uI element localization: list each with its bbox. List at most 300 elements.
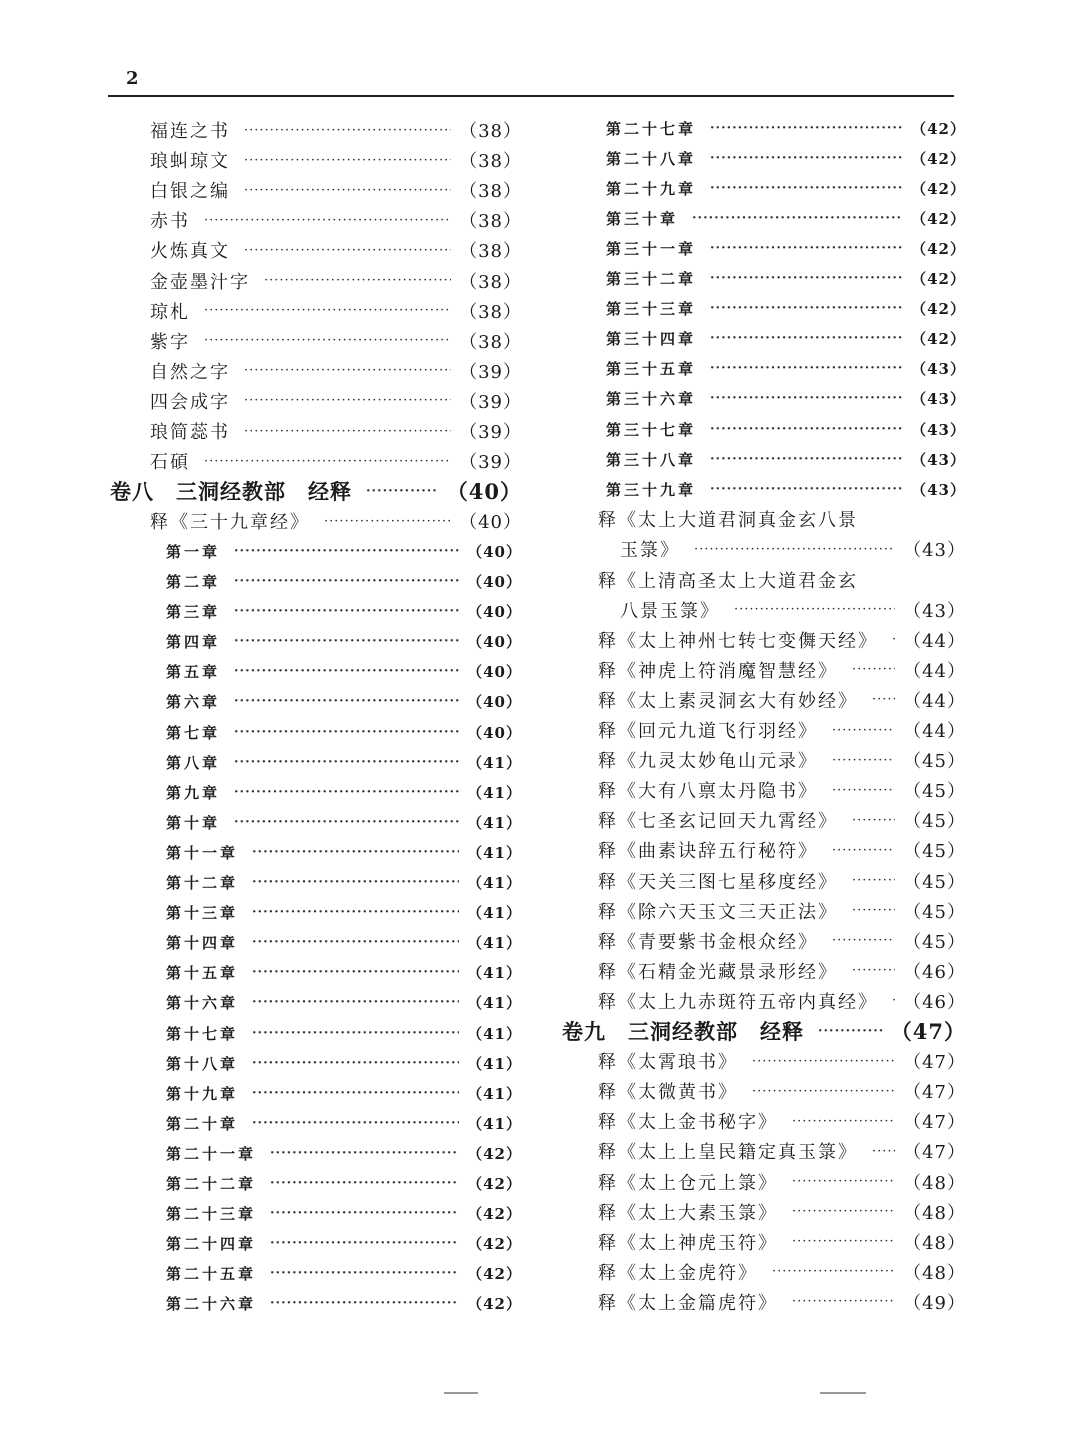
dot-leader — [244, 123, 451, 138]
toc-entry-page: （39） — [459, 391, 522, 413]
toc-entry — [166, 1138, 522, 1168]
toc-entry-page: （44） — [903, 721, 966, 742]
dot-leader — [852, 662, 895, 677]
toc-entry-title: 紫字 — [150, 331, 190, 353]
dot-leader — [270, 1176, 459, 1191]
toc-entry-page: （38） — [459, 151, 522, 173]
toc-entry-page: （39） — [459, 361, 522, 383]
dot-leader — [204, 213, 451, 228]
dot-leader — [252, 845, 459, 860]
toc-entry-page: （43） — [911, 420, 966, 439]
toc-entry-page: （41） — [467, 874, 522, 892]
dot-leader — [244, 363, 451, 378]
toc-entry — [598, 1136, 966, 1166]
toc-entry — [606, 384, 966, 414]
toc-entry — [598, 956, 966, 986]
toc-entry-page: （42） — [467, 1235, 522, 1254]
toc-entry-page: （38） — [459, 121, 522, 142]
toc-entry-page: （39） — [459, 452, 522, 474]
toc-entry-title: 释《石精金光藏景录形经》 — [598, 961, 838, 983]
toc-entry-page: （44） — [903, 690, 966, 712]
dot-leader — [234, 544, 459, 559]
dot-leader — [710, 482, 903, 497]
toc-entry — [150, 356, 522, 386]
dot-leader — [252, 1056, 459, 1071]
toc-entry — [606, 233, 966, 263]
toc-entry-title: 第九章 — [166, 783, 221, 802]
toc-entry-title: 释《太上大素玉箓》 — [598, 1202, 778, 1224]
toc-entry-page: （45） — [903, 751, 966, 773]
dot-leader — [832, 843, 895, 858]
toc-entry-page: （42） — [911, 179, 966, 198]
dot-leader — [752, 1054, 895, 1069]
toc-entry — [598, 685, 966, 715]
toc-entry-title: 释《太上素灵洞玄大有妙经》 — [598, 690, 858, 712]
toc-entry-page: （46） — [903, 961, 966, 983]
dot-leader — [252, 1026, 459, 1041]
toc-entry — [598, 986, 966, 1016]
toc-entry — [150, 235, 522, 265]
toc-entry-page: （47） — [903, 1142, 966, 1164]
dot-leader — [772, 1264, 895, 1279]
toc-entry-page: （44） — [903, 660, 966, 682]
toc-entry — [166, 536, 522, 566]
toc-entry-title: 第七章 — [166, 723, 221, 742]
toc-entry — [166, 717, 522, 747]
toc-entry-page: （42） — [911, 239, 966, 258]
toc-entry-page: （38） — [459, 211, 522, 233]
dot-leader — [694, 542, 895, 557]
toc-entry-page: （40） — [467, 663, 522, 682]
toc-entry — [606, 414, 966, 444]
dot-leader — [252, 875, 459, 890]
toc-entry — [606, 294, 966, 324]
dot-leader — [710, 391, 903, 406]
dot-leader — [204, 333, 451, 348]
toc-entry-page: （41） — [467, 934, 522, 953]
toc-entry-page: （38） — [459, 271, 522, 293]
toc-entry-page: （43） — [903, 600, 966, 622]
dot-leader — [852, 813, 895, 828]
dot-leader — [710, 361, 903, 376]
toc-entry-title: 卷九 三洞经教部 经释 — [562, 1019, 804, 1044]
toc-entry-title: 释《太上神虎玉符》 — [598, 1232, 778, 1254]
toc-entry-title: 释《青要紫书金根众经》 — [598, 931, 818, 953]
toc-entry-title: 第二十二章 — [166, 1175, 257, 1193]
dot-leader — [204, 303, 451, 318]
toc-entry — [166, 687, 522, 717]
toc-entry-page: （43） — [911, 450, 966, 469]
toc-entry — [150, 326, 522, 356]
toc-entry-title: 第二十一章 — [166, 1144, 257, 1163]
dot-leader — [204, 454, 451, 469]
toc-entry-title: 第二十三章 — [166, 1205, 257, 1224]
toc-entry — [166, 1289, 522, 1319]
toc-entry-title: 释《太霄琅书》 — [598, 1052, 738, 1074]
toc-entry — [150, 145, 522, 175]
toc-entry-title: 第二十四章 — [166, 1235, 257, 1254]
toc-entry — [166, 1199, 522, 1229]
dot-leader — [270, 1296, 459, 1311]
dot-leader — [234, 604, 459, 619]
toc-entry-title: 第十五章 — [166, 964, 239, 983]
dot-leader — [832, 753, 895, 768]
dot-leader — [852, 903, 895, 918]
toc-entry-page: （41） — [467, 813, 522, 832]
toc-entry-title: 第三十二章 — [606, 270, 697, 288]
toc-entry — [598, 565, 966, 595]
toc-entry — [598, 866, 966, 896]
toc-entry — [598, 1197, 966, 1227]
toc-entry-title: 福连之书 — [150, 121, 230, 142]
toc-entry-page: （39） — [459, 422, 522, 443]
toc-entry — [598, 1257, 966, 1287]
toc-entry-title: 释《太上金虎符》 — [598, 1262, 758, 1284]
toc-entry — [166, 898, 522, 928]
toc-entry-page: （40） — [467, 693, 522, 712]
dot-leader — [270, 1206, 459, 1221]
dot-leader — [710, 181, 903, 196]
toc-entry-page: （41） — [467, 904, 522, 923]
toc-entry — [598, 1106, 966, 1136]
dot-leader — [710, 331, 903, 346]
toc-entry — [166, 627, 522, 657]
toc-entry-title: 第三十七章 — [606, 420, 697, 439]
toc-entry — [606, 173, 966, 203]
toc-entry-page: （42） — [467, 1175, 522, 1193]
toc-entry-page: （47） — [903, 1112, 966, 1134]
dot-leader — [872, 1144, 895, 1159]
toc-entry-title: 琼札 — [150, 301, 190, 323]
toc-entry-title: 第三十六章 — [606, 390, 697, 409]
toc-entry — [166, 597, 522, 627]
toc-entry — [150, 446, 522, 476]
toc-entry-title: 释《太上上皇民籍定真玉箓》 — [598, 1142, 858, 1164]
toc-entry-title: 第三十一章 — [606, 239, 697, 258]
toc-entry — [166, 657, 522, 687]
dot-leader — [234, 755, 459, 770]
dot-leader — [244, 153, 451, 168]
toc-entry-title: 第二十八章 — [606, 149, 697, 168]
toc-entry-page: （42） — [467, 1144, 522, 1163]
dot-leader — [710, 452, 903, 467]
toc-entry-page: （48） — [903, 1172, 966, 1194]
toc-entry-title: 玉箓》 — [620, 540, 680, 562]
dot-leader — [244, 243, 451, 258]
toc-entry-title: 火炼真文 — [150, 241, 230, 263]
toc-entry-title: 第二十九章 — [606, 179, 697, 198]
toc-entry — [166, 958, 522, 988]
toc-entry — [150, 416, 522, 446]
toc-entry-title: 第十三章 — [166, 904, 239, 923]
toc-entry-title: 释《太上大道君洞真金玄八景 — [598, 510, 858, 532]
toc-entry — [150, 386, 522, 416]
dot-leader — [252, 995, 459, 1010]
toc-entry — [166, 1018, 522, 1048]
toc-entry-page: （45） — [903, 931, 966, 953]
toc-entry-title: 第十四章 — [166, 934, 239, 953]
dot-leader — [872, 692, 895, 707]
toc-entry-page: （41） — [467, 783, 522, 802]
toc-entry — [598, 775, 966, 805]
scan-artifact — [444, 1392, 478, 1394]
dot-leader — [818, 1024, 883, 1039]
toc-entry-page: （42） — [911, 149, 966, 168]
toc-entry-title: 释《三十九章经》 — [150, 512, 310, 534]
toc-entry-page: （40） — [467, 573, 522, 591]
toc-entry — [150, 115, 522, 145]
dot-leader — [252, 1116, 459, 1131]
toc-entry — [150, 296, 522, 326]
toc-entry — [166, 868, 522, 898]
toc-entry-page: （48） — [903, 1202, 966, 1224]
toc-entry-page: （43） — [911, 480, 966, 499]
toc-entry — [598, 1167, 966, 1197]
toc-entry-page: （42） — [911, 119, 966, 138]
toc-entry — [166, 1169, 522, 1199]
toc-entry — [166, 747, 522, 777]
toc-entry-page: （42） — [911, 209, 966, 228]
dot-leader — [252, 905, 459, 920]
toc-entry-page: （48） — [903, 1232, 966, 1254]
dot-leader — [264, 273, 451, 288]
toc-entry-title: 第三十三章 — [606, 300, 697, 319]
dot-leader — [832, 783, 895, 798]
toc-entry-page: （47） — [903, 1052, 966, 1074]
toc-entry-page: （46） — [903, 991, 966, 1013]
toc-entry-title: 释《大有八禀太丹隐书》 — [598, 781, 818, 803]
dot-leader — [692, 211, 903, 226]
dot-leader — [792, 1234, 895, 1249]
dot-leader — [792, 1174, 895, 1189]
toc-entry — [166, 777, 522, 807]
toc-entry-page: （47） — [903, 1082, 966, 1104]
dot-leader — [892, 993, 895, 1008]
dot-leader — [234, 634, 459, 649]
toc-entry — [150, 266, 522, 296]
toc-entry-title: 第三十八章 — [606, 450, 697, 469]
dot-leader — [710, 121, 903, 136]
dot-leader — [234, 725, 459, 740]
toc-entry-page: （41） — [467, 964, 522, 983]
toc-entry — [150, 506, 522, 536]
toc-entry-title: 释《回元九道飞行羽经》 — [598, 721, 818, 742]
toc-entry-title: 第十六章 — [166, 994, 239, 1013]
toc-entry-title: 第三十章 — [606, 209, 679, 228]
toc-entry-title: 释《九灵太妙龟山元录》 — [598, 751, 818, 773]
toc-entry-title: 释《除六天玉文三天正法》 — [598, 901, 838, 923]
toc-entry-page: （42） — [911, 270, 966, 288]
toc-entry — [166, 988, 522, 1018]
dot-leader — [252, 1086, 459, 1101]
dot-leader — [234, 664, 459, 679]
toc-entry-page: （43） — [911, 390, 966, 409]
toc-entry — [606, 264, 966, 294]
toc-entry-page: （38） — [459, 181, 522, 203]
toc-entry-title: 第六章 — [166, 693, 221, 712]
toc-entry-title: 石碩 — [150, 452, 190, 474]
toc-entry — [606, 203, 966, 233]
toc-entry-page: （42） — [911, 300, 966, 319]
toc-entry — [598, 805, 966, 835]
toc-entry — [606, 324, 966, 354]
toc-entry — [598, 655, 966, 685]
toc-entry — [166, 1048, 522, 1078]
dot-leader — [792, 1294, 895, 1309]
toc-entry-title: 第三十四章 — [606, 330, 697, 349]
toc-entry-page: （42） — [467, 1295, 522, 1314]
toc-entry — [598, 715, 966, 745]
toc-entry-page: （38） — [459, 301, 522, 323]
toc-entry-page: （40） — [446, 479, 522, 505]
dot-leader — [244, 183, 451, 198]
toc-entry-page: （40） — [467, 542, 522, 561]
toc-entry-title: 释《天关三图七星移度经》 — [598, 871, 838, 893]
toc-entry-page: （41） — [467, 1054, 522, 1073]
toc-entry — [598, 1287, 966, 1317]
toc-entry-page: （45） — [903, 901, 966, 923]
dot-leader — [710, 301, 903, 316]
toc-entry-page: （42） — [467, 1265, 522, 1284]
toc-entry-title: 释《上清高圣太上大道君金玄 — [598, 570, 858, 592]
toc-entry-page: （45） — [903, 841, 966, 863]
toc-entry-page: （42） — [467, 1205, 522, 1224]
toc-entry-page: （47） — [890, 1019, 966, 1044]
toc-entry — [150, 175, 522, 205]
toc-entry — [606, 354, 966, 384]
toc-entry-title: 赤书 — [150, 211, 190, 233]
toc-entry-title: 释《太上仓元上箓》 — [598, 1172, 778, 1194]
toc-entry — [598, 926, 966, 956]
dot-leader — [792, 1204, 895, 1219]
dot-leader — [832, 933, 895, 948]
toc-entry — [166, 1078, 522, 1108]
toc-entry-title: 第十七章 — [166, 1024, 239, 1043]
toc-entry-page: （38） — [459, 241, 522, 263]
toc-entry-title: 第二十五章 — [166, 1265, 257, 1284]
toc-entry — [598, 835, 966, 865]
toc-entry — [598, 745, 966, 775]
toc-entry-page: （41） — [467, 753, 522, 772]
toc-entry-page: （45） — [903, 781, 966, 803]
toc-entry-page: （44） — [903, 630, 966, 652]
toc-entry-title: 卷八 三洞经教部 经释 — [110, 479, 352, 505]
toc-entry-title: 八景玉箓》 — [620, 600, 720, 622]
toc-entry-page: （41） — [467, 1084, 522, 1103]
dot-leader — [234, 574, 459, 589]
toc-entry — [166, 1259, 522, 1289]
toc-entry-page: （43） — [903, 540, 966, 562]
toc-entry — [606, 474, 966, 504]
toc-entry-title: 释《七圣玄记回天九霄经》 — [598, 811, 838, 833]
toc-entry-page: （40） — [467, 603, 522, 622]
toc-entry — [606, 113, 966, 143]
toc-entry — [606, 444, 966, 474]
toc-entry — [166, 928, 522, 958]
toc-entry-page: （40） — [467, 723, 522, 742]
dot-leader — [270, 1266, 459, 1281]
toc-entry — [598, 1227, 966, 1257]
dot-leader — [710, 241, 903, 256]
toc-entry-title: 释《太上金书秘字》 — [598, 1112, 778, 1134]
toc-entry-title: 第十章 — [166, 813, 221, 832]
toc-entry-title: 第十八章 — [166, 1054, 239, 1073]
toc-entry-title: 第十二章 — [166, 874, 239, 892]
toc-entry-title: 四会成字 — [150, 391, 230, 413]
dot-leader — [832, 723, 895, 738]
dot-leader — [234, 785, 459, 800]
dot-leader — [752, 1084, 895, 1099]
toc-entry — [166, 1108, 522, 1138]
toc-entry — [562, 1016, 966, 1046]
toc-entry-title: 白银之编 — [150, 181, 230, 203]
toc-entry-page: （45） — [903, 811, 966, 833]
toc-entry-title: 第二十七章 — [606, 119, 697, 138]
toc-entry — [606, 143, 966, 173]
toc-entry-page: （40） — [459, 512, 522, 534]
toc-entry-page: （42） — [911, 330, 966, 349]
dot-leader — [710, 151, 903, 166]
toc-entry-title: 释《太微黄书》 — [598, 1082, 738, 1104]
dot-leader — [244, 424, 451, 439]
dot-leader — [252, 935, 459, 950]
toc-entry-title: 第四章 — [166, 633, 221, 652]
toc-entry-page: （41） — [467, 843, 522, 862]
dot-leader — [710, 422, 903, 437]
toc-entry-page: （45） — [903, 871, 966, 893]
toc-entry-title: 自然之字 — [150, 361, 230, 383]
dot-leader — [252, 965, 459, 980]
dot-leader — [270, 1146, 459, 1161]
toc-entry-page: （41） — [467, 1024, 522, 1043]
toc-entry-title: 第二十六章 — [166, 1295, 257, 1314]
toc-entry-title: 释《太上九赤斑符五帝内真经》 — [598, 991, 878, 1013]
dot-leader — [710, 271, 903, 286]
dot-leader — [244, 393, 451, 408]
toc-entry-page: （49） — [903, 1292, 966, 1314]
toc-entry — [166, 807, 522, 837]
header-rule — [108, 95, 954, 97]
toc-entry-title: 金壶墨汁字 — [150, 271, 250, 293]
dot-leader — [852, 873, 895, 888]
dot-leader — [366, 484, 439, 499]
toc-entry — [166, 567, 522, 597]
toc-entry-title: 第一章 — [166, 542, 221, 561]
toc-entry-title: 第八章 — [166, 753, 221, 772]
toc-entry-title: 第十九章 — [166, 1084, 239, 1103]
toc-entry-title: 琅简蕊书 — [150, 422, 230, 443]
dot-leader — [792, 1114, 895, 1129]
toc-entry — [166, 837, 522, 867]
toc-entry-title: 第三十五章 — [606, 360, 697, 379]
toc-entry-title: 释《曲素诀辞五行秘符》 — [598, 841, 818, 863]
toc-entry-title: 第二十章 — [166, 1114, 239, 1133]
toc-entry — [110, 476, 522, 506]
toc-entry-title: 释《太上神州七转七变儛天经》 — [598, 630, 878, 652]
toc-entry — [598, 896, 966, 926]
toc-entry-title: 第三十九章 — [606, 480, 697, 499]
toc-entry-title: 释《太上金篇虎符》 — [598, 1292, 778, 1314]
toc-entry-page: （38） — [459, 331, 522, 353]
dot-leader — [734, 602, 895, 617]
toc-entry — [598, 1076, 966, 1106]
dot-leader — [892, 632, 895, 647]
dot-leader — [234, 694, 459, 709]
toc-entry-title: 琅虯琼文 — [150, 151, 230, 173]
toc-entry-title: 第五章 — [166, 663, 221, 682]
toc-entry — [620, 534, 966, 564]
toc-entry — [598, 625, 966, 655]
